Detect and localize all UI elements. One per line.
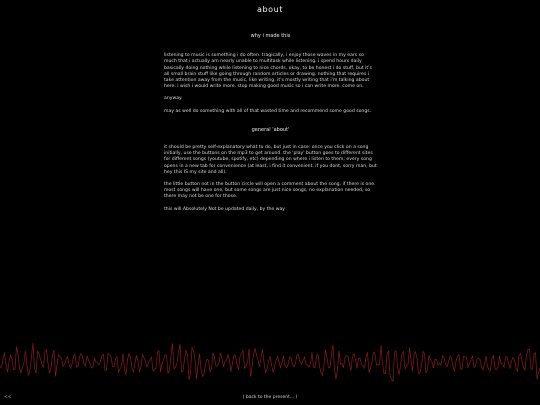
waveform-line (0, 343, 540, 381)
back-to-present-link[interactable]: ( back to the present... ) (242, 395, 298, 400)
audio-waveform-decoration (0, 330, 540, 390)
why-paragraph-3: may as well do something with all of that wasted time and recommend some good songs. (164, 108, 372, 114)
general-paragraph-3: this will Absolutely Not be updated daily, by the way (164, 206, 286, 212)
why-paragraph-1: listening to music is something i do often. tragically, i enjoy those waves in my ears so much that i actually am nearly unable to multitask while listening. i spend hours daily basically doing nothing while listening to nice chords. okay, to be honest i do stuff, but it's all small brain stuff like going through random articles or drawing. nothing that requires i take attention away from the music, like writing. it's mostly writing that i'm talking about here. i wish i would write more. stop making good music so i can write more. come on. (164, 53, 372, 90)
about-content (164, 33, 377, 219)
section-heading-general: general 'about' (251, 126, 290, 133)
page-title: about (256, 5, 284, 14)
section-heading-why: why i made this (250, 33, 291, 39)
general-paragraph-1: it should be pretty self-explanatory what to do, but just in case: once you click on a song initially, use the buttons on the mp3 to get around. the 'play' button goes to different sites for different songs (youtube, spotify, etc) depending on where i listen to them; every song opens in a new tab for convenience (at least, i find it convenient. if you dont, sorry man, but hey this IS my site and all). (164, 145, 377, 175)
why-paragraph-2: anyway. (164, 96, 183, 102)
back-arrows-icon[interactable]: << (4, 395, 12, 400)
general-paragraph-2: the little button not in the button circle will open a comment about the song, if there is one. most songs will have one, but some songs are just nice songs, no explanation needed, so there may not be one for those. (164, 182, 376, 200)
